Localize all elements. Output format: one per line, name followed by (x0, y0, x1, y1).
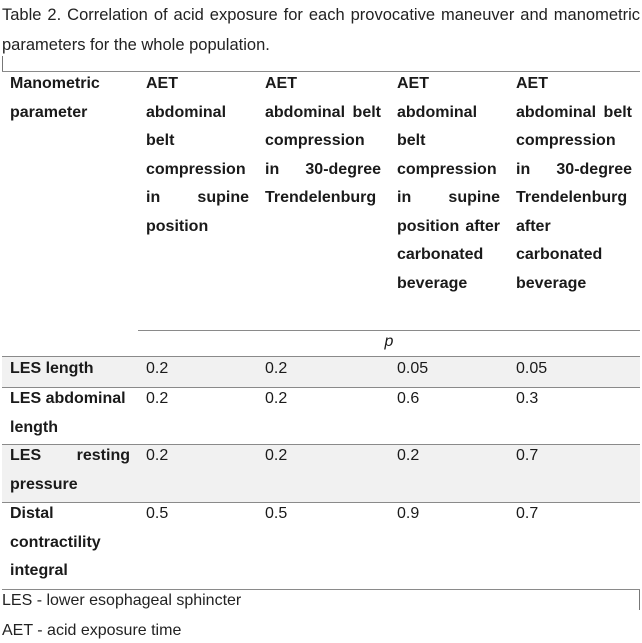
cell-value: 0.2 (146, 390, 169, 407)
cell-value: 0.2 (146, 447, 169, 464)
row-param: LES length (10, 360, 94, 377)
header-col3: AET abdominal belt compression in supine position after carbonated beverage (397, 75, 500, 292)
row-param: LES abdominal length (10, 390, 126, 436)
footnote-les: LES - lower esophageal sphincter (2, 592, 242, 609)
cell-value: 0.2 (397, 447, 420, 464)
table-frame-left-edge (2, 56, 3, 72)
p-value-label: p (384, 333, 394, 350)
row-param: Distal contractility integral (10, 505, 101, 579)
cell-value: 0.05 (397, 360, 429, 377)
cell-value: 0.05 (516, 360, 548, 377)
cell-value: 0.9 (397, 505, 420, 522)
row-param: LES resting pressure (10, 447, 130, 493)
table-caption: Table 2. Correlation of acid exposure for each provocative maneuver and manometric parameters for the whole population. (2, 6, 640, 54)
cell-value: 0.7 (516, 447, 539, 464)
cell-value: 0.3 (516, 390, 539, 407)
cell-value: 0.5 (146, 505, 169, 522)
cell-value: 0.2 (265, 360, 288, 377)
cell-value: 0.5 (265, 505, 288, 522)
cell-value: 0.7 (516, 505, 539, 522)
cell-value: 0.2 (265, 447, 288, 464)
header-col2: AET abdominal belt compression in 30-degree Trendelenburg (265, 75, 381, 206)
table-frame-right-edge (639, 590, 640, 610)
cell-value: 0.2 (146, 360, 169, 377)
cell-value: 0.2 (265, 390, 288, 407)
footnote-aet: AET - acid exposure time (2, 622, 182, 639)
header-param: Manometric parameter (10, 75, 100, 121)
header-col4: AET abdominal belt compression in 30-degree Trendelenburg after carbonated beverage (516, 75, 632, 292)
cell-value: 0.6 (397, 390, 420, 407)
header-col1: AET abdominal belt compression in supine position (146, 75, 249, 235)
